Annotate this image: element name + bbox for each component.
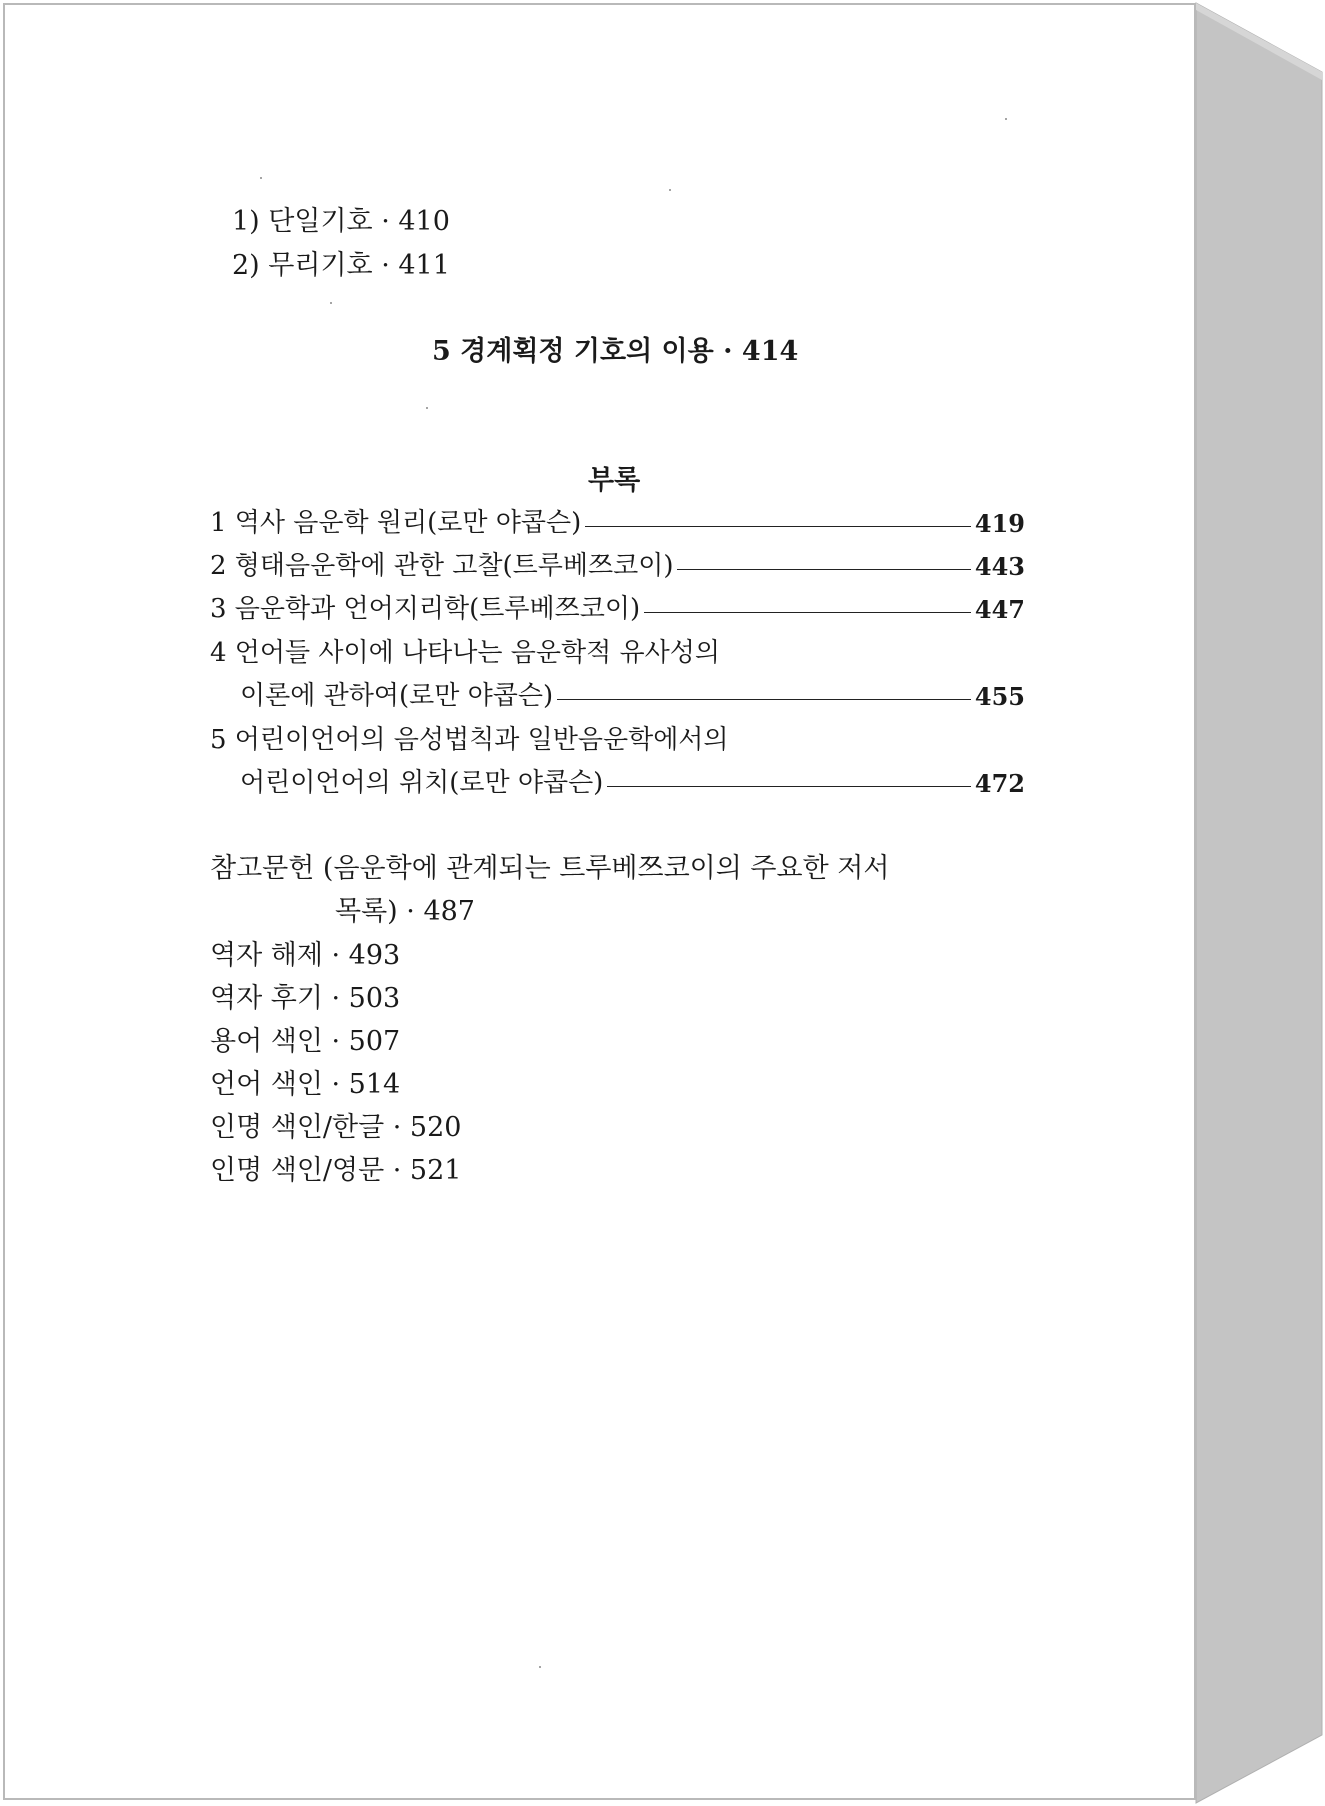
back-matter-item: 용어 색인 · 507 bbox=[210, 1026, 401, 1057]
toc-entry-label: 3 음운학과 언어지리학(트루베쯔코이) bbox=[210, 594, 641, 624]
book-page bbox=[3, 3, 1196, 1800]
toc-entry-label-line1: 4 언어들 사이에 나타나는 음운학적 유사성의 bbox=[210, 638, 720, 668]
toc-entry-page: 443 bbox=[974, 552, 1025, 581]
back-matter-item: 역자 후기 · 503 bbox=[210, 983, 401, 1014]
appendix-title: 부록 bbox=[588, 465, 641, 496]
page-speck bbox=[260, 177, 262, 179]
toc-entry-page: 472 bbox=[974, 769, 1025, 798]
toc-entry bbox=[240, 683, 1025, 709]
page-speck bbox=[330, 302, 332, 304]
toc-entry-label: 어린이언어의 위치(로만 야콥슨) bbox=[240, 768, 604, 798]
back-matter-item: 인명 색인/한글 · 520 bbox=[210, 1112, 462, 1143]
page-speck bbox=[539, 1666, 541, 1668]
back-matter-item: 인명 색인/영문 · 521 bbox=[210, 1155, 462, 1186]
bibliography-entry: 참고문헌 (음운학에 관계되는 트루베쯔코이의 주요한 저서 bbox=[210, 853, 890, 884]
page-speck bbox=[426, 407, 428, 409]
toc-entry bbox=[210, 553, 1025, 579]
dot-leader bbox=[585, 526, 971, 527]
toc-entry bbox=[240, 770, 1025, 796]
toc-entry-label: 이론에 관하여(로만 야콥슨) bbox=[240, 681, 554, 711]
bibliography-entry-continued: 목록) · 487 bbox=[335, 896, 475, 927]
back-matter-item: 언어 색인 · 514 bbox=[210, 1069, 401, 1100]
toc-entry bbox=[210, 510, 1025, 536]
toc-entry-label-line1: 5 어린이언어의 음성법칙과 일반음운학에서의 bbox=[210, 725, 729, 755]
back-matter-item: 역자 해제 · 493 bbox=[210, 940, 401, 971]
toc-entry-page: 455 bbox=[974, 682, 1025, 711]
toc-entry-label: 2 형태음운학에 관한 고찰(트루베쯔코이) bbox=[210, 551, 674, 581]
toc-entry bbox=[210, 596, 1025, 622]
toc-entry-page: 419 bbox=[974, 509, 1025, 538]
dot-leader bbox=[677, 569, 970, 570]
dot-leader bbox=[607, 786, 971, 787]
sub-item: 1) 단일기호 · 410 bbox=[232, 206, 450, 237]
page-speck bbox=[1005, 118, 1007, 120]
dot-leader bbox=[644, 612, 971, 613]
section-heading: 5 경계획정 기호의 이용 · 414 bbox=[432, 336, 799, 367]
dot-leader bbox=[557, 699, 971, 700]
page-speck bbox=[669, 189, 671, 191]
toc-entry-page: 447 bbox=[974, 595, 1025, 624]
toc-entry-label: 1 역사 음운학 원리(로만 야콥슨) bbox=[210, 508, 582, 538]
sub-item: 2) 무리기호 · 411 bbox=[232, 250, 450, 281]
